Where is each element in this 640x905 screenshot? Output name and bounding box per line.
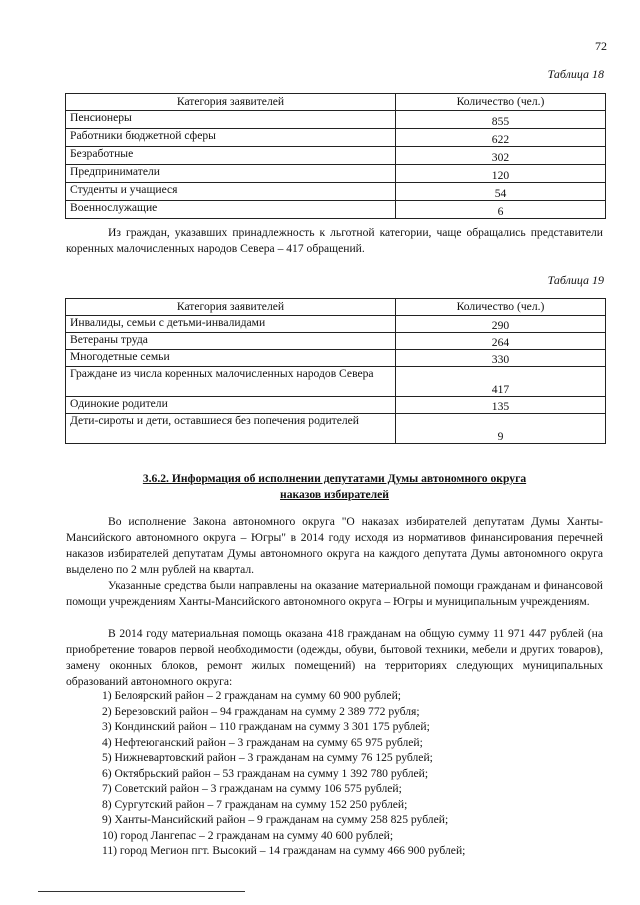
column-header-category: Категория заявителей	[66, 94, 396, 111]
count-cell: 302	[396, 147, 606, 165]
list-item: 6) Октябрьский район – 53 гражданам на сумму 1 392 780 рублей;	[102, 766, 429, 780]
count-cell: 120	[396, 165, 606, 183]
list-item: 11) город Мегион пгт. Высокий – 14 гражданам на сумму 466 900 рублей;	[102, 844, 466, 857]
category-cell: Дети-сироты и дети, оставшиеся без попечения родителей	[66, 414, 396, 444]
count-cell: 622	[396, 129, 606, 147]
column-header-count: Количество (чел.)	[396, 94, 606, 111]
table-row	[66, 165, 606, 183]
table-row	[66, 333, 606, 350]
table-row	[66, 147, 606, 165]
section-title-line-1: 3.6.2. Информация об исполнении депутатами Думы автономного округа	[142, 472, 527, 485]
table-row	[66, 129, 606, 147]
count-cell: 290	[396, 316, 606, 333]
list-item: 8) Сургутский район – 7 гражданам на сумму 152 250 рублей;	[102, 797, 408, 811]
list-item: 1) Белоярский район – 2 гражданам на сумму 60 900 рублей;	[102, 689, 402, 702]
table-row	[66, 414, 606, 444]
municipality-list	[102, 688, 465, 859]
table-header-row	[66, 94, 606, 111]
column-header-count: Количество (чел.)	[396, 299, 606, 316]
count-cell: 330	[396, 350, 606, 367]
list-item: 7) Советский район – 3 гражданам на сумму 106 575 рублей;	[102, 782, 402, 795]
table-row	[66, 350, 606, 367]
column-header-category: Категория заявителей	[66, 299, 396, 316]
table-row	[66, 183, 606, 201]
category-cell: Студенты и учащиеся	[66, 183, 396, 201]
count-cell: 54	[396, 183, 606, 201]
category-cell: Работники бюджетной сферы	[66, 129, 396, 147]
paragraph-funds-allocation: Указанные средства были направлены на оказание материальной помощи гражданам и финансовой помощи учреждениям Ханты-Мансийского автономного округа – Югры и муниципальным учреждениям.	[66, 579, 603, 608]
count-cell: 417	[396, 367, 606, 397]
category-cell: Граждане из числа коренных малочисленных народов Севера	[66, 367, 396, 397]
count-cell: 9	[396, 414, 606, 444]
category-cell: Безработные	[66, 147, 396, 165]
table-row	[66, 201, 606, 219]
count-cell: 855	[396, 111, 606, 129]
category-cell: Пенсионеры	[66, 111, 396, 129]
section-title-line-2: наказов избирателей	[280, 488, 389, 501]
list-item: 4) Нефтеюганский район – 3 гражданам на сумму 65 975 рублей;	[102, 735, 423, 749]
table-row	[66, 397, 606, 414]
table-row	[66, 111, 606, 129]
category-cell: Предприниматели	[66, 165, 396, 183]
table-19-caption: Таблица 19	[547, 273, 604, 287]
category-cell: Ветераны труда	[66, 333, 396, 350]
page-number: 72	[595, 39, 607, 53]
paragraph-privileged-category: Из граждан, указавших принадлежность к льготной категории, чаще обращались представители коренных малочисленных народов Севера – 417 обращений.	[66, 226, 603, 255]
paragraph-material-aid: В 2014 году материальная помощь оказана 418 гражданам на общую сумму 11 971 447 рублей (на приобретение товаров первой необходимости (одежды, обуви, бытовой техники, мебели и других товаров), замену оконных блоков, ремонт жилых помещений) на территориях следующих муниципальных образований автономного округа:	[66, 627, 603, 688]
list-item: 3) Кондинский район – 110 гражданам на сумму 3 301 175 рублей;	[102, 720, 430, 733]
table-19	[65, 298, 606, 444]
list-item: 9) Ханты-Мансийский район – 9 гражданам на сумму 258 825 рублей;	[102, 813, 449, 826]
count-cell: 6	[396, 201, 606, 219]
table-header-row	[66, 299, 606, 316]
table-18-caption: Таблица 18	[547, 67, 604, 81]
table-row	[66, 367, 606, 397]
table-18	[65, 93, 606, 219]
category-cell: Инвалиды, семьи с детьми-инвалидами	[66, 316, 396, 333]
table-row	[66, 316, 606, 333]
list-item: 10) город Лангепас – 2 гражданам на сумму 40 600 рублей;	[102, 828, 394, 842]
paragraph-law-execution: Во исполнение Закона автономного округа "О наказах избирателей депутатам Думы Ханты-Мансийского автономного округа – Югры" в 2014 году исходя из нормативов финансирования перечней наказов избирателей депутатам Думы автономного округа на каждого депутата Думы автономного округа выделено по 2 млн рублей на квартал.	[66, 515, 603, 576]
footnote-divider	[38, 891, 245, 892]
list-item: 2) Березовский район – 94 гражданам на сумму 2 389 772 рубля;	[102, 704, 420, 718]
count-cell: 264	[396, 333, 606, 350]
count-cell: 135	[396, 397, 606, 414]
category-cell: Многодетные семьи	[66, 350, 396, 367]
list-item: 5) Нижневартовский район – 3 гражданам на сумму 76 125 рублей;	[102, 751, 433, 764]
category-cell: Одинокие родители	[66, 397, 396, 414]
category-cell: Военнослужащие	[66, 201, 396, 219]
